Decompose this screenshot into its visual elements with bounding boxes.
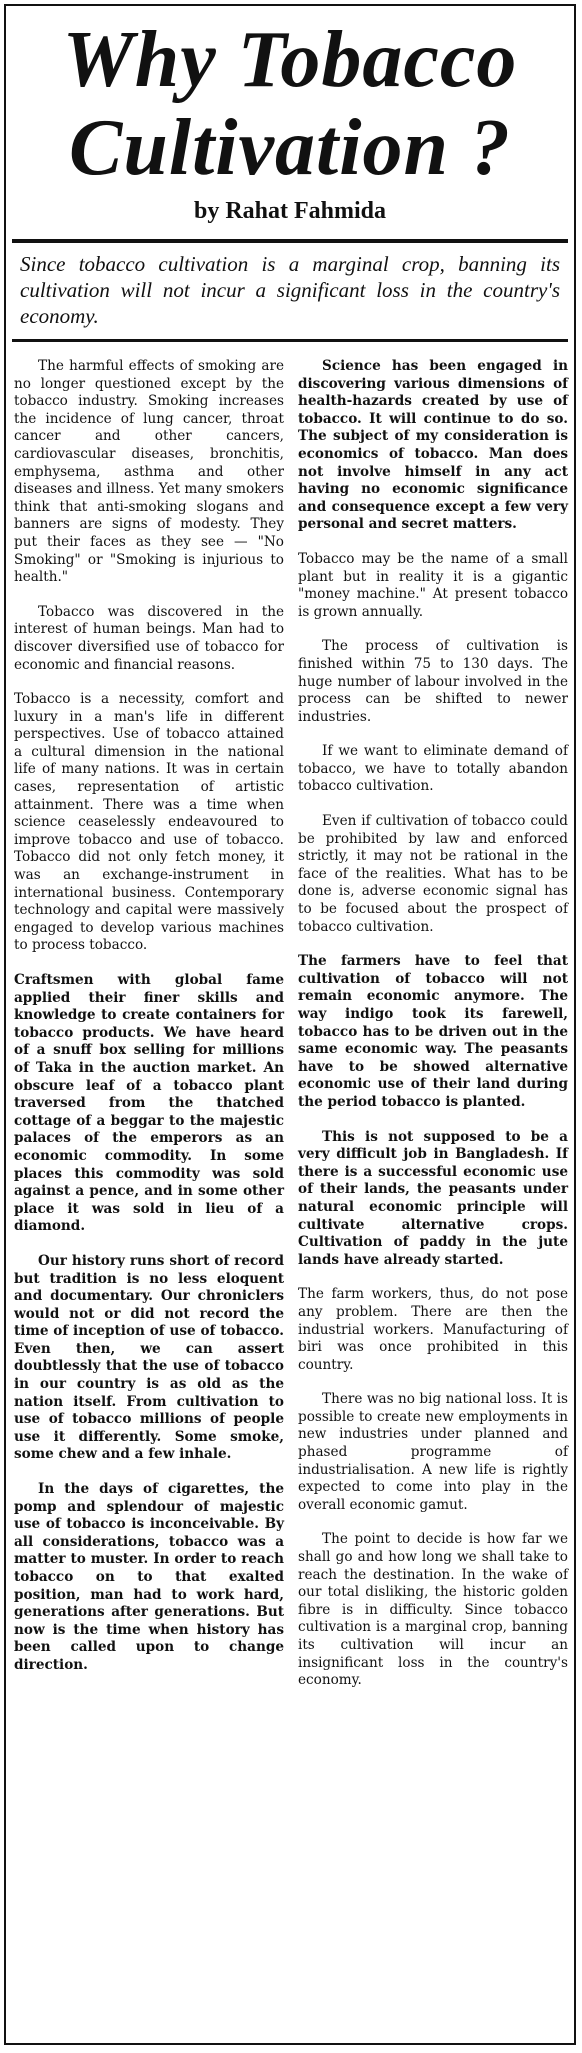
paragraph: The point to decide is how far we shall go and how long we shall take to reach the destination. In the wake of our total disliking, the historic golden fibre is in difficulty. Since tobacco cultivation is a marginal crop, banning its cultivation will incur an insignificant loss in the country's economy. xyxy=(298,1531,568,1689)
paragraph: The harmful effects of smoking are no longer questioned except by the tobacco industry. Smoking increases the incidence of lung cancer, throat cancer and other cancers, cardiovascular diseases, bronchitis, emphysema, asthma and other diseases and illness. Yet many smokers think that anti-smoking slogans and banners are signs of modesty. They put their faces as they see — "No Smoking" or "Smoking is injurious to health." xyxy=(14,358,284,586)
column-right xyxy=(298,358,568,2002)
paragraph: Science has been engaged in discovering various dimensions of health-hazards created by use of tobacco. It will continue to do so. The subject of my consideration is economics of tobacco. Man does not involve himself in any act having no economic significance and consequence except a few very personal and secret matters. xyxy=(298,358,568,533)
paragraph: In the days of cigarettes, the pomp and splendour of majestic use of tobacco is inconceivable. By all considerations, tobacco was a matter to muster. In order to reach tobacco on to that exalted position, man had to work hard, generations after generations. But now is the time when history has been called upon to change direction. xyxy=(14,1481,284,1673)
paragraph: Our history runs short of record but tradition is no less eloquent and documentary. Our chroniclers would not or did not record the time of inception of use of tobacco. Even then, we can assert doubtlessly that the use of tobacco in our country is as old as the nation itself. From cultivation to use of tobacco millions of people use it differently. Some smoke, some chew and a few inhale. xyxy=(14,1252,284,1463)
headline-line-2: Cultivation ? xyxy=(69,104,511,192)
article-clipping xyxy=(4,4,576,2045)
paragraph: Craftsmen with global fame applied their finer skills and knowledge to create containers for tobacco products. We have heard of a snuff box selling for millions of Taka in the auction market. An obscure leaf of a tobacco plant traversed from the thatched cottage of a beggar to the majestic palaces of the emperors as an economic commodity. In some places this commodity was sold against a pence, and in some other place it was sold in lieu of a diamond. xyxy=(14,972,284,1235)
byline: by Rahat Fahmida xyxy=(193,198,387,224)
column-left xyxy=(14,358,284,2002)
paragraph: Tobacco is a necessity, comfort and luxury in a man's life in different perspectives. Use of tobacco attained a cultural dimension in the national life of many nations. It was in certain cases, representation of artistic attainment. There was a time when science ceaselessly endeavoured to improve tobacco and use of tobacco. Tobacco did not only fetch money, it was an exchange-instrument in international business. Contemporary technology and capital were massively engaged to develop various machines to process tobacco. xyxy=(14,691,284,954)
paragraph: This is not supposed to be a very difficult job in Bangladesh. If there is a successful economic use of their lands, the peasants under natural economic principle will cultivate alternative crops. Cultivation of paddy in the jute lands have already started. xyxy=(298,1128,568,1268)
paragraph: The process of cultivation is finished within 75 to 130 days. The huge number of labour involved in the process can be shifted to newer industries. xyxy=(298,638,568,725)
paragraph: Even if cultivation of tobacco could be prohibited by law and enforced strictly, it may not be rational in the face of the realities. What has to be done is, adverse economic signal has to be focused about the prospect of tobacco cultivation. xyxy=(298,813,568,935)
headline-line-1: Why Tobacco xyxy=(62,16,518,104)
paragraph: If we want to eliminate demand of tobacco, we have to totally abandon tobacco cultivation. xyxy=(298,743,568,795)
deck-summary: Since tobacco cultivation is a marginal crop, banning its cultivation will not incur a significant loss in the country's economy. xyxy=(12,239,568,342)
paragraph: Tobacco may be the name of a small plant but in reality it is a gigantic "money machine." At present tobacco is grown annually. xyxy=(298,550,568,620)
headline xyxy=(6,16,574,192)
paragraph: Tobacco was discovered in the interest of human beings. Man had to discover diversified use of tobacco for economic and financial reasons. xyxy=(14,603,284,673)
article-body xyxy=(6,342,574,2002)
paragraph: There was no big national loss. It is possible to create new employments in new industries under planned and phased programme of industrialisation. A new life is rightly expected to come into play in the overall economic gamut. xyxy=(298,1391,568,1513)
paragraph: The farmers have to feel that cultivation of tobacco will not remain economic anymore. The way indigo took its farewell, tobacco has to be driven out in the same economic way. The peasants have to be showed alternative economic use of their land during the period tobacco is planted. xyxy=(298,953,568,1110)
paragraph: The farm workers, thus, do not pose any problem. There are then the industrial workers. Manufacturing of biri was once prohibited in this country. xyxy=(298,1286,568,1373)
